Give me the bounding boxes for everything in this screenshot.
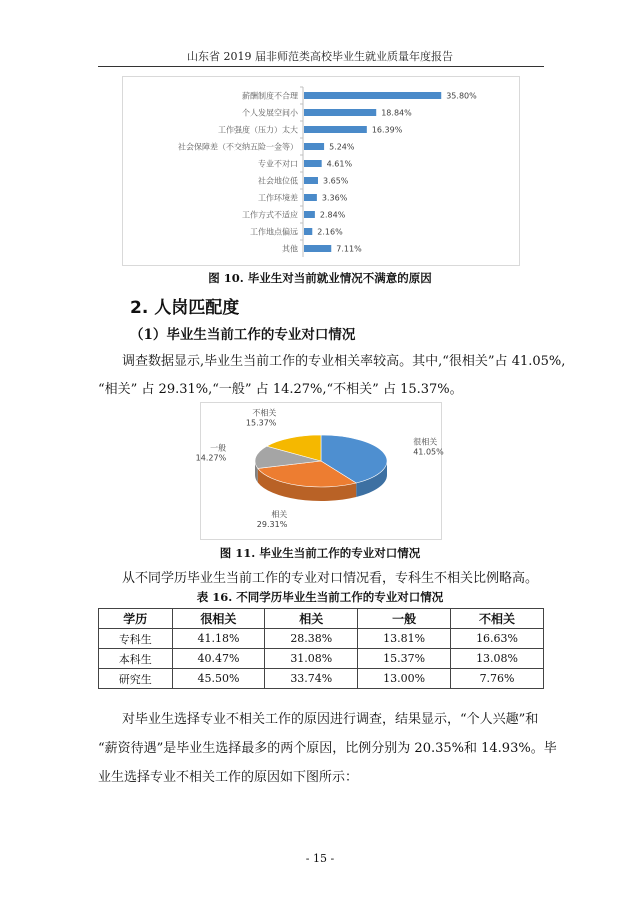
section-subheading: （1）毕业生当前工作的专业对口情况 (130, 327, 356, 343)
figure-10-caption: 图 10. 毕业生对当前就业情况不满意的原因 (208, 271, 432, 285)
bar-value-label: 4.61% (326, 159, 353, 169)
table-cell: 45.50% (172, 669, 265, 689)
bar-category-label: 社会保障差（不交纳五险一金等） (178, 142, 298, 152)
paragraph-2: 从不同学历毕业生当前工作的专业对口情况看，专科生不相关比例略高。 (122, 571, 539, 586)
bar-value-label: 3.36% (321, 193, 348, 203)
table-cell: 13.08% (451, 649, 544, 669)
bar-category-label: 个人发展空间小 (242, 108, 298, 118)
pie-category-label: 很相关 (413, 437, 438, 447)
figure-10-bar-chart (122, 76, 520, 266)
header-cell: 很相关 (172, 609, 265, 629)
pie-value-label: 41.05% (413, 447, 444, 457)
table-cell: 28.38% (265, 629, 358, 649)
table-cell: 31.08% (265, 649, 358, 669)
page-number: - 15 - (305, 852, 335, 865)
paragraph-3-line-3: 业生选择专业不相关工作的原因如下图所示： (98, 770, 359, 785)
table-cell: 15.37% (358, 649, 451, 669)
pie-category-label: 一般 (210, 443, 227, 453)
paragraph-1-line-2: “相关” 占 29.31%,“一般” 占 14.27%,“不相关” 占 15.37%。 (98, 382, 463, 397)
table-cell: 13.00% (358, 669, 451, 689)
bar-category-label: 社会地位低 (258, 176, 298, 186)
header-cell: 一般 (358, 609, 451, 629)
bar (304, 211, 315, 218)
bar (304, 109, 376, 116)
header-cell: 学历 (99, 609, 173, 629)
table-cell: 33.74% (265, 669, 358, 689)
bar-value-label: 2.16% (317, 227, 343, 237)
bar (304, 194, 317, 201)
table-16 (98, 608, 544, 689)
bar-value-label: 7.11% (336, 244, 362, 254)
table-row (99, 629, 544, 649)
bar-value-label: 18.84% (381, 108, 412, 118)
table-row (99, 649, 544, 669)
header-cell: 相关 (265, 609, 358, 629)
bar (304, 92, 441, 99)
bar-value-label: 3.65% (322, 176, 349, 186)
pie-value-label: 15.37% (245, 418, 277, 428)
bar-value-label: 2.84% (319, 210, 346, 220)
bar-category-label: 专业不对口 (258, 159, 298, 169)
table-row (99, 669, 544, 689)
pie-category-label: 不相关 (252, 408, 277, 418)
table-header-row (99, 609, 544, 629)
paragraph-3-line-2: “薪资待遇”是毕业生选择最多的两个原因，比例分别为 20.35%和 14.93%。毕 (98, 741, 557, 756)
header-cell: 不相关 (451, 609, 544, 629)
section-heading: 2. 人岗匹配度 (130, 298, 240, 318)
pie-category-label: 相关 (271, 509, 288, 519)
table-16-title: 表 16. 不同学历毕业生当前工作的专业对口情况 (196, 590, 444, 604)
bar-category-label: 工作地点偏远 (250, 227, 298, 237)
bar (304, 126, 367, 133)
bar-category-label: 薪酬制度不合理 (242, 91, 298, 101)
bar (304, 143, 324, 150)
bar (304, 160, 322, 167)
bar-category-label: 工作强度（压力）太大 (218, 125, 298, 135)
table-cell: 40.47% (172, 649, 265, 669)
table-cell: 16.63% (451, 629, 544, 649)
pie-chart-svg (195, 403, 444, 539)
table-cell: 7.76% (451, 669, 544, 689)
pie-value-label: 29.31% (256, 519, 288, 529)
bar (304, 245, 331, 252)
paragraph-1-line-1: 调查数据显示,毕业生当前工作的专业相关率较高。其中,“很相关”占 41.05%, (122, 354, 566, 369)
bar-value-label: 35.80% (446, 91, 477, 101)
table-cell: 本科生 (99, 649, 173, 669)
table-cell: 41.18% (172, 629, 265, 649)
bar-value-label: 16.39% (371, 125, 403, 135)
pie-value-label: 14.27% (195, 453, 227, 463)
bar (304, 228, 312, 235)
bar-value-label: 5.24% (329, 142, 355, 152)
bar-category-label: 工作环境差 (258, 193, 298, 203)
header-rule (98, 66, 544, 67)
table-cell: 研究生 (99, 669, 173, 689)
bar-chart-svg (123, 77, 519, 265)
page-header: 山东省 2019 届非师范类高校毕业生就业质量年度报告 (187, 50, 453, 63)
paragraph-3-line-1: 对毕业生选择专业不相关工作的原因进行调查，结果显示，“个人兴趣”和 (122, 712, 539, 727)
figure-11-caption: 图 11. 毕业生当前工作的专业对口情况 (219, 546, 421, 560)
bar-category-label: 其他 (282, 244, 298, 254)
bar-category-label: 工作方式不适应 (242, 210, 298, 220)
table-cell: 专科生 (99, 629, 173, 649)
table-cell: 13.81% (358, 629, 451, 649)
figure-11-pie-chart (195, 402, 444, 540)
bar (304, 177, 318, 184)
